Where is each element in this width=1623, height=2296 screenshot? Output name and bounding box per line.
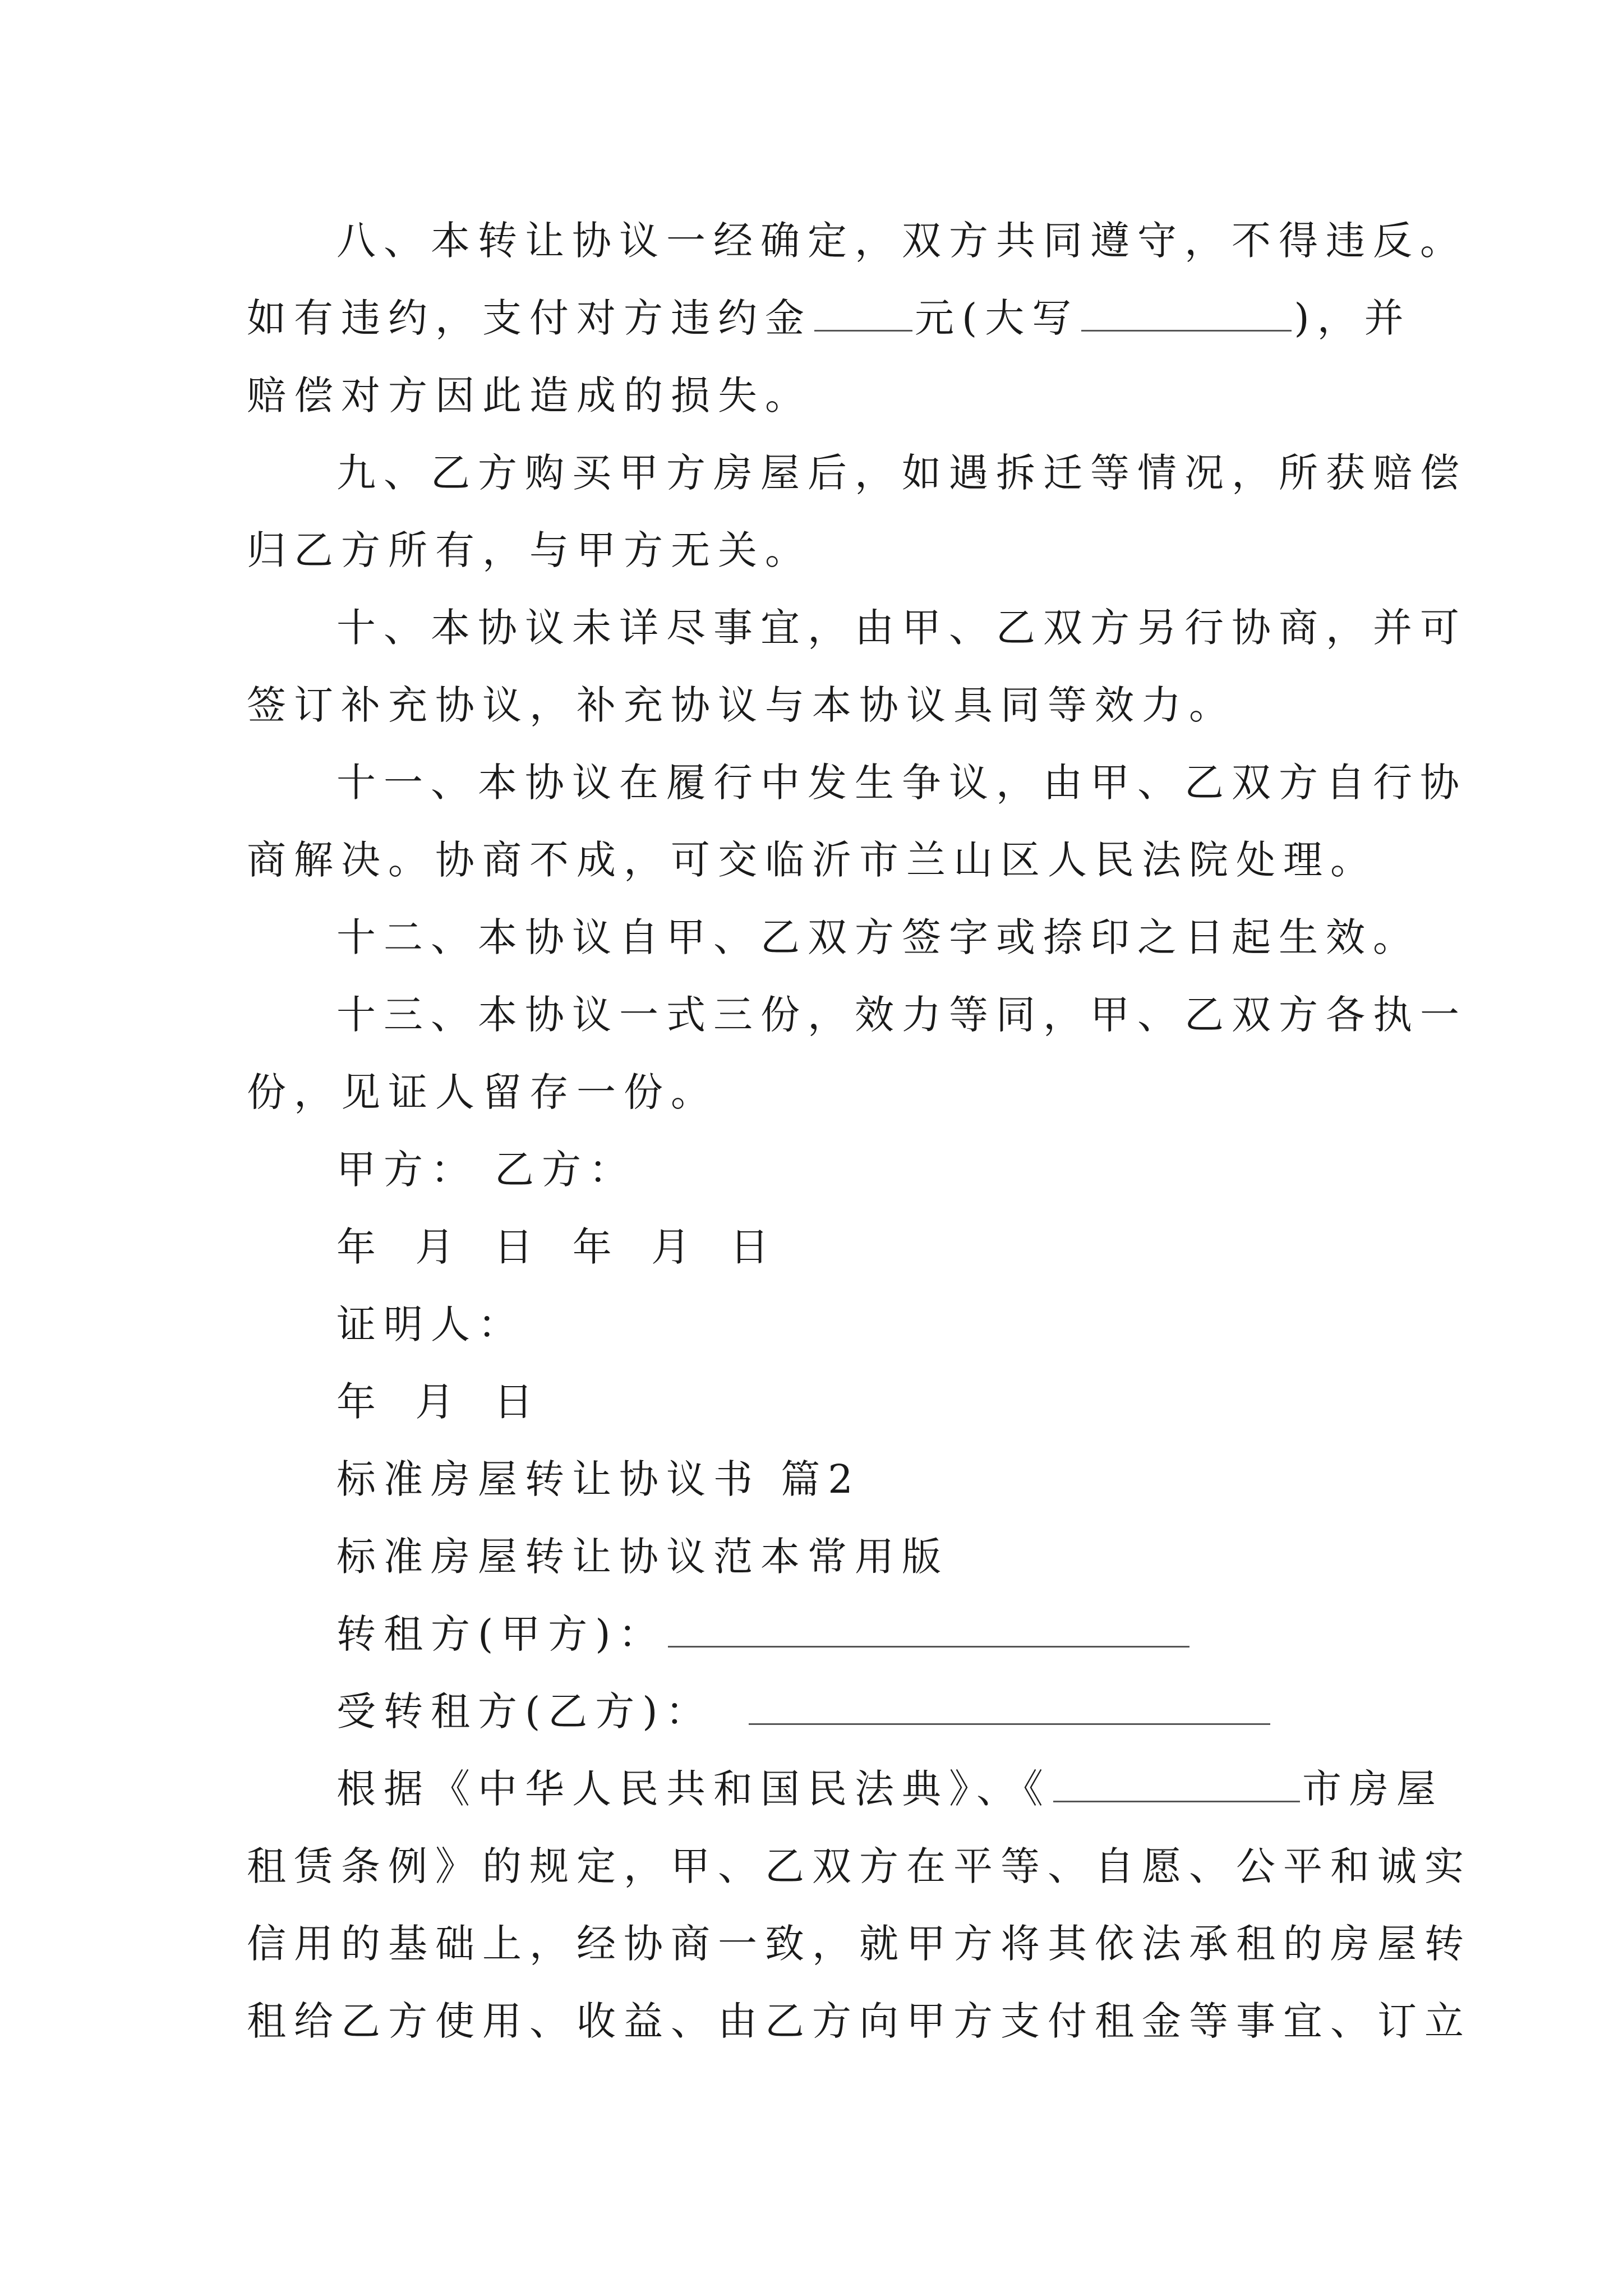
clause-13-line-1: 十三、本协议一式三份，效力等同，甲、乙双方各执一 (336, 992, 1467, 1038)
witness-label: 证明人： (336, 1301, 525, 1347)
section-2-para-line-1 (247, 1750, 1444, 1828)
clause-13-line-2: 份，见证人留存一份。 (247, 1069, 718, 1115)
section-2-para-text-a: 根据《中华人民共和国民法典》、《 (336, 1766, 1051, 1812)
clause-11-line-1: 十一、本协议在履行中发生争议，由甲、乙双方自行协 (336, 760, 1467, 806)
clause-8-line-2 (247, 279, 1412, 357)
section-2-heading: 标准房屋转让协议书 篇2 (336, 1456, 861, 1502)
city-name-blank (1053, 1766, 1300, 1802)
penalty-amount-blank (814, 295, 912, 332)
clause-9-line-2: 归乙方所有，与甲方无关。 (247, 527, 812, 573)
sublessor-row (247, 1595, 1391, 1673)
section-2-para-line-3: 信用的基础上，经协商一致，就甲方将其依法承租的房屋转 (247, 1921, 1472, 1967)
sublessee-name-blank (749, 1688, 1270, 1725)
sublessor-name-blank (668, 1611, 1189, 1648)
signature-date-row-2: 年 月 日 (336, 1379, 541, 1425)
sublessor-label: 转租方(甲方)： (336, 1611, 666, 1657)
section-2-para-text-b: 市房屋 (1302, 1766, 1444, 1812)
clause-8-text-a: 如有违约，支付对方违约金 (247, 295, 812, 341)
penalty-amount-words-blank (1081, 295, 1292, 332)
clause-10-line-1: 十、本协议未详尽事宜，由甲、乙双方另行协商，并可 (336, 605, 1467, 651)
clause-10-line-2: 签订补充协议，补充协议与本协议具同等效力。 (247, 682, 1236, 728)
clause-8-text-c: )，并 (1294, 295, 1412, 341)
signature-date-row-1: 年 月 日 年 月 日 (336, 1224, 777, 1270)
signature-parties (247, 1131, 1391, 1208)
clause-8-text-b: 元(大写 (915, 295, 1080, 341)
party-b-label: 乙方： (495, 1147, 636, 1193)
sublessee-label: 受转租方(乙方)： (336, 1688, 713, 1734)
section-2-para-line-2: 租赁条例》的规定，甲、乙双方在平等、自愿、公平和诚实 (247, 1843, 1472, 1889)
document-body (247, 202, 1472, 2060)
clause-8-line-1: 八、本转让协议一经确定，双方共同遵守，不得违反。 (336, 218, 1467, 264)
clause-9-line-1: 九、乙方购买甲方房屋后，如遇拆迁等情况，所获赔偿 (336, 450, 1467, 496)
clause-8-line-3: 赔偿对方因此造成的损失。 (247, 372, 812, 418)
section-2-para-line-4: 租给乙方使用、收益、由乙方向甲方支付租金等事宜、订立 (247, 1998, 1472, 2044)
sublessee-row (247, 1673, 1391, 1750)
section-2-subtitle: 标准房屋转让协议范本常用版 (336, 1534, 949, 1580)
party-a-label: 甲方： (336, 1147, 478, 1193)
clause-12-line-1: 十二、本协议自甲、乙双方签字或捺印之日起生效。 (336, 914, 1420, 960)
clause-11-line-2: 商解决。协商不成，可交临沂市兰山区人民法院处理。 (247, 837, 1377, 883)
